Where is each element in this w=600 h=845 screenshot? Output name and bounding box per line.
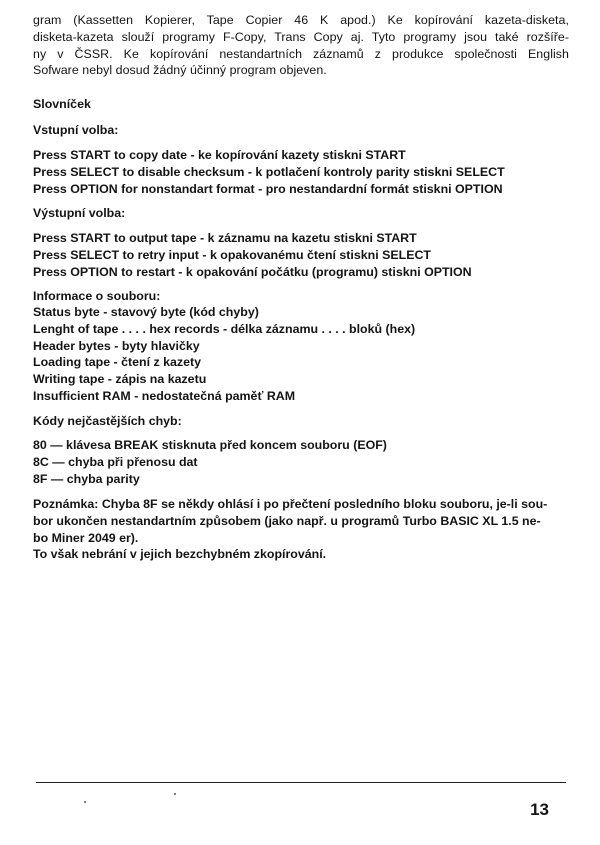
info-list [33,304,573,405]
vystupni-line: Press START to output tape - k záznamu na kazetu stiskni START [33,231,417,245]
footer-rule [36,782,566,783]
note-line: bor ukončen nestandartním způsobem (jako např. u programů Turbo BASIC XL 1.5 ne- [33,513,541,528]
code-line: 8F — chyba parity [33,471,140,486]
note-line: To však nebrání v jejich bezchybném zkopírování. [33,547,327,562]
intro-paragraph [33,12,569,79]
intro-line: gram (Kassetten Kopierer, Tape Copier 46 K apod.) Ke kopírování kazeta-disketa, [33,13,569,27]
section-heading-vystupni: Výstupní volba: [33,206,126,220]
info-line: Loading tape - čtení z kazety [33,355,201,370]
note-paragraph [33,496,573,563]
vstupni-line: Press SELECT to disable checksum - k potlačení kontroly parity stiskni SELECT [33,164,505,179]
intro-line: Sofware nebyl dosud žádný účinný program objeven. [33,63,327,78]
info-line: Insufficient RAM - nedostatečná paměť RAM [33,388,296,403]
intro-line: disketa-kazeta slouží programy F-Copy, Trans Copy aj. Tyto programy jsou také rozšíře- [33,29,569,44]
print-speck [84,801,86,803]
section-heading-slovnicek: Slovníček [33,97,91,111]
codes-list [33,437,573,487]
page-number: 13 [530,800,549,819]
vystupni-list [33,230,573,280]
info-line: Lenght of tape . . . . hex records - délka záznamu . . . . bloků (hex) [33,321,416,336]
print-speck [174,793,176,795]
vystupni-line: Press OPTION to restart - k opakování počátku (programu) stiskni OPTION [33,264,472,279]
code-line: 80 — klávesa BREAK stisknuta před koncem souboru (EOF) [33,438,387,452]
code-line: 8C — chyba při přenosu dat [33,454,198,469]
info-line: Status byte - stavový byte (kód chyby) [33,305,259,319]
vstupni-line: Press START to copy date - ke kopírování kazety stiskni START [33,148,406,162]
intro-line: ny v ČSSR. Ke kopírování nestandartních záznamů z produkce společnosti English [33,46,569,61]
vystupni-line: Press SELECT to retry input - k opakovanému čtení stiskni SELECT [33,247,431,262]
section-heading-informace: Informace o souboru: [33,289,161,303]
info-line: Header bytes - byty hlavičky [33,338,200,353]
note-line: bo Miner 2049 er). [33,530,139,545]
info-line: Writing tape - zápis na kazetu [33,372,207,387]
vstupni-list [33,147,573,197]
note-line: Poznámka: Chyba 8F se někdy ohlásí i po přečtení posledního bloku souboru, je-li sou- [33,497,548,511]
vstupni-line: Press OPTION for nonstandart format - pro nestandardní formát stiskni OPTION [33,181,503,196]
section-heading-vstupni: Vstupní volba: [33,123,119,137]
section-heading-kody: Kódy nejčastějších chyb: [33,414,182,428]
